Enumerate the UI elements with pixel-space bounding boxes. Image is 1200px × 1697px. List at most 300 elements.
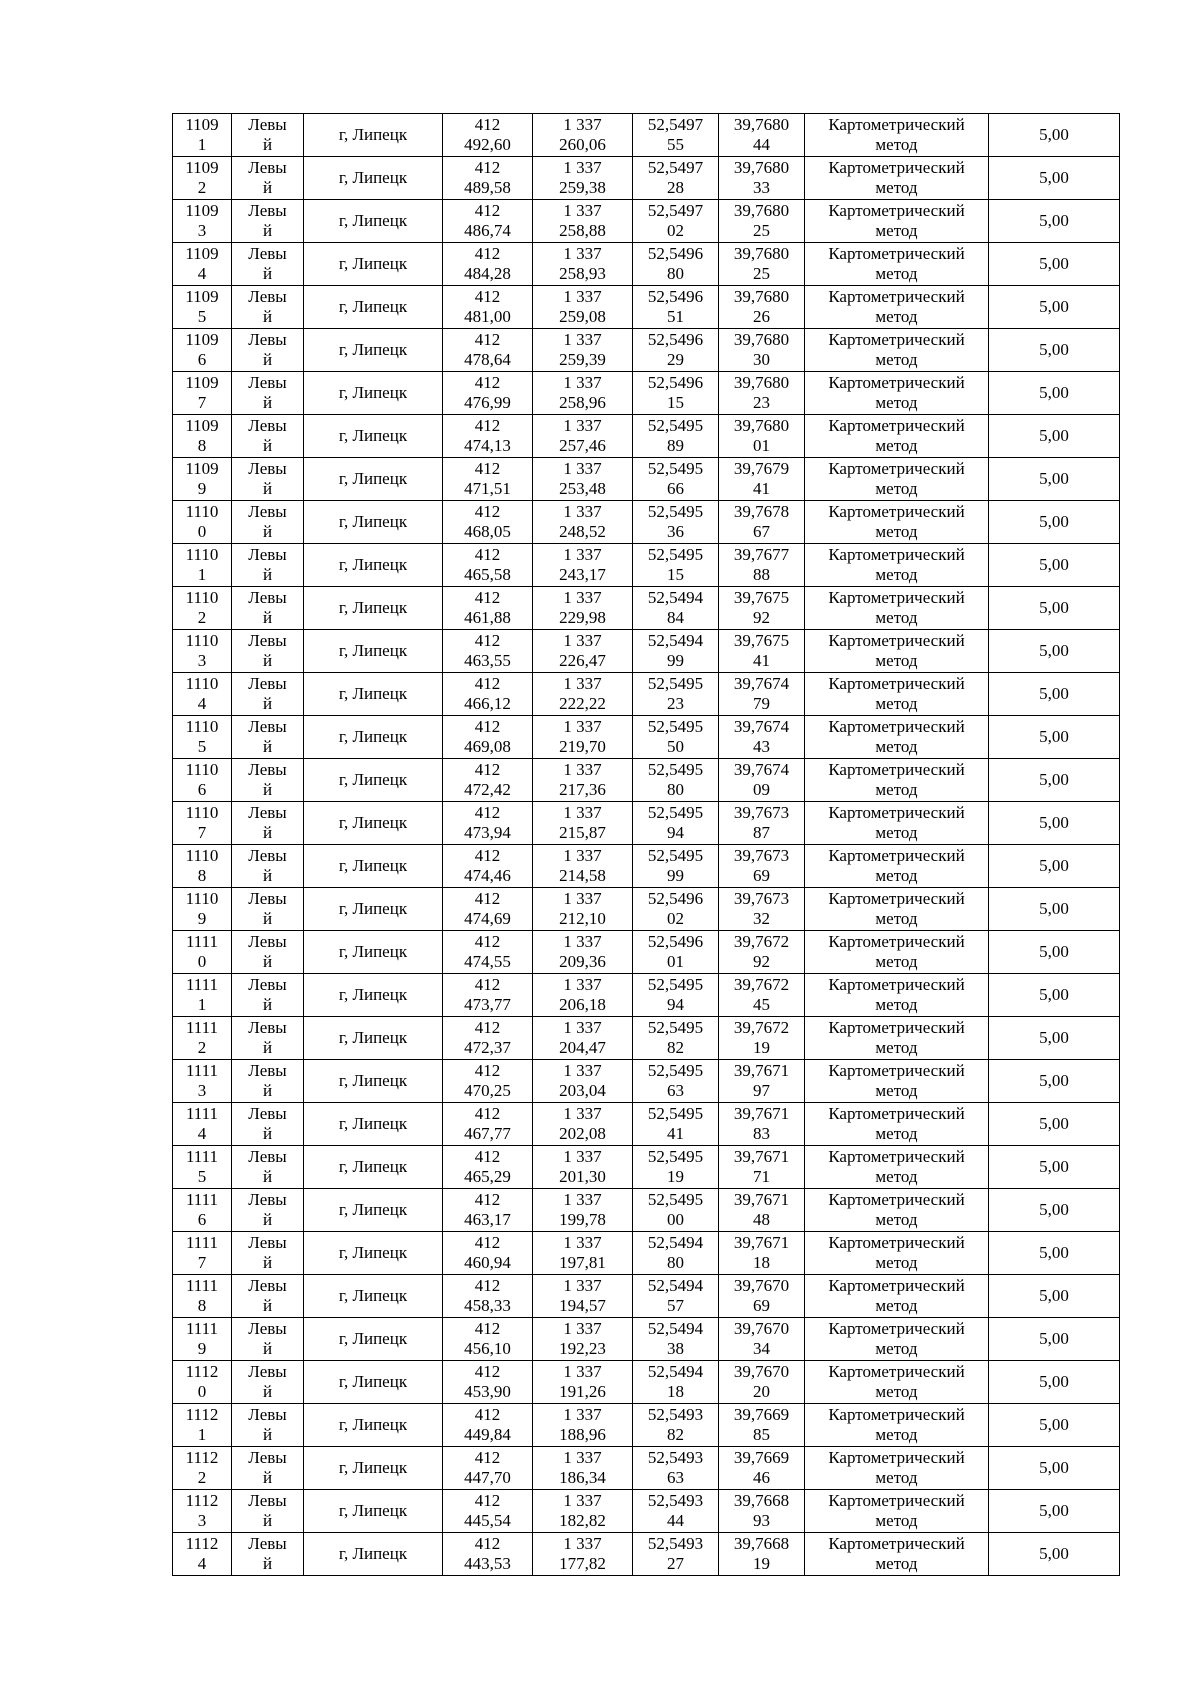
method-line-1: Картометрический bbox=[828, 631, 965, 650]
method-line-1: Картометрический bbox=[828, 1405, 965, 1424]
point-number-line-1: 1112 bbox=[185, 1534, 219, 1553]
side-cell bbox=[232, 1533, 304, 1576]
side-line-1: Левы bbox=[248, 889, 287, 908]
coordinate-y-cell bbox=[533, 1318, 633, 1361]
side-cell bbox=[232, 1404, 304, 1447]
coordinate-y-line-2: 222,22 bbox=[559, 694, 606, 713]
method-line-1: Картометрический bbox=[828, 1104, 965, 1123]
side-line-2: й bbox=[262, 1296, 273, 1315]
longitude-line-1: 39,7680 bbox=[733, 158, 790, 177]
coordinate-y-line-1: 1 337 bbox=[563, 674, 602, 693]
coordinate-y-cell bbox=[533, 1189, 633, 1232]
coordinate-x-line-1: 412 bbox=[474, 545, 501, 564]
side-line-2: й bbox=[262, 1081, 273, 1100]
coordinate-x-line-1: 412 bbox=[474, 1405, 501, 1424]
latitude-line-1: 52,5495 bbox=[647, 760, 704, 779]
point-number-cell bbox=[173, 157, 232, 200]
table-row bbox=[173, 544, 1120, 587]
coordinate-x-line-2: 445,54 bbox=[464, 1511, 511, 1530]
side-line-2: й bbox=[262, 479, 273, 498]
longitude-cell bbox=[719, 1060, 805, 1103]
coordinate-y-line-1: 1 337 bbox=[563, 932, 602, 951]
coordinate-y-line-1: 1 337 bbox=[563, 1491, 602, 1510]
latitude-line-1: 52,5494 bbox=[647, 1276, 704, 1295]
locality-cell: г, Липецк bbox=[304, 716, 443, 759]
side-line-2: й bbox=[262, 264, 273, 283]
latitude-line-2: 50 bbox=[667, 737, 684, 756]
accuracy-cell: 5,00 bbox=[989, 501, 1120, 544]
point-number-line-1: 1112 bbox=[185, 1405, 219, 1424]
latitude-line-1: 52,5495 bbox=[647, 416, 704, 435]
longitude-line-1: 39,7669 bbox=[733, 1448, 790, 1467]
latitude-line-2: 15 bbox=[667, 565, 684, 584]
longitude-line-2: 25 bbox=[753, 264, 770, 283]
table-row bbox=[173, 587, 1120, 630]
table-row bbox=[173, 286, 1120, 329]
side-line-2: й bbox=[262, 1253, 273, 1272]
side-cell bbox=[232, 372, 304, 415]
method-line-1: Картометрический bbox=[828, 416, 965, 435]
table-row bbox=[173, 1146, 1120, 1189]
method-line-2: метод bbox=[875, 307, 918, 326]
accuracy-cell: 5,00 bbox=[989, 1017, 1120, 1060]
coordinate-x-cell bbox=[443, 544, 533, 587]
coordinate-x-line-2: 473,94 bbox=[464, 823, 511, 842]
coordinate-x-line-1: 412 bbox=[474, 846, 501, 865]
coordinate-x-line-1: 412 bbox=[474, 717, 501, 736]
side-line-2: й bbox=[262, 1468, 273, 1487]
coordinate-y-line-1: 1 337 bbox=[563, 244, 602, 263]
accuracy-cell: 5,00 bbox=[989, 1189, 1120, 1232]
longitude-line-1: 39,7673 bbox=[733, 803, 790, 822]
method-line-1: Картометрический bbox=[828, 158, 965, 177]
side-line-2: й bbox=[262, 135, 273, 154]
longitude-cell bbox=[719, 1189, 805, 1232]
coordinate-y-cell bbox=[533, 802, 633, 845]
side-line-2: й bbox=[262, 694, 273, 713]
accuracy-cell: 5,00 bbox=[989, 1447, 1120, 1490]
method-line-1: Картометрический bbox=[828, 1276, 965, 1295]
side-line-1: Левы bbox=[248, 201, 287, 220]
latitude-line-2: 80 bbox=[667, 780, 684, 799]
coordinate-x-cell bbox=[443, 157, 533, 200]
longitude-line-2: 44 bbox=[753, 135, 770, 154]
coordinate-x-line-2: 474,55 bbox=[464, 952, 511, 971]
longitude-line-1: 39,7671 bbox=[733, 1233, 790, 1252]
longitude-line-2: 32 bbox=[753, 909, 770, 928]
method-line-2: метод bbox=[875, 1511, 918, 1530]
method-cell bbox=[805, 888, 989, 931]
point-number-line-2: 6 bbox=[197, 350, 207, 369]
longitude-line-2: 69 bbox=[753, 866, 770, 885]
point-number-cell bbox=[173, 329, 232, 372]
side-line-1: Левы bbox=[248, 1491, 287, 1510]
latitude-cell bbox=[633, 1017, 719, 1060]
longitude-line-2: 69 bbox=[753, 1296, 770, 1315]
point-number-cell bbox=[173, 243, 232, 286]
table-row bbox=[173, 1103, 1120, 1146]
coordinate-y-line-2: 253,48 bbox=[559, 479, 606, 498]
coordinate-y-cell bbox=[533, 587, 633, 630]
table-row bbox=[173, 630, 1120, 673]
coordinate-x-line-2: 458,33 bbox=[464, 1296, 511, 1315]
method-line-2: метод bbox=[875, 350, 918, 369]
longitude-line-2: 20 bbox=[753, 1382, 770, 1401]
method-cell bbox=[805, 1490, 989, 1533]
latitude-line-2: 44 bbox=[667, 1511, 684, 1530]
accuracy-cell: 5,00 bbox=[989, 372, 1120, 415]
longitude-cell bbox=[719, 501, 805, 544]
latitude-line-2: 89 bbox=[667, 436, 684, 455]
side-line-1: Левы bbox=[248, 846, 287, 865]
longitude-line-2: 30 bbox=[753, 350, 770, 369]
latitude-line-1: 52,5495 bbox=[647, 975, 704, 994]
accuracy-cell: 5,00 bbox=[989, 974, 1120, 1017]
point-number-line-2: 5 bbox=[197, 1167, 207, 1186]
table-row bbox=[173, 1060, 1120, 1103]
accuracy-cell: 5,00 bbox=[989, 1060, 1120, 1103]
side-line-1: Левы bbox=[248, 158, 287, 177]
point-number-line-1: 1111 bbox=[185, 1276, 219, 1295]
point-number-line-2: 1 bbox=[197, 135, 207, 154]
table-row bbox=[173, 716, 1120, 759]
method-line-1: Картометрический bbox=[828, 1319, 965, 1338]
method-line-1: Картометрический bbox=[828, 1491, 965, 1510]
latitude-cell bbox=[633, 974, 719, 1017]
latitude-line-2: 36 bbox=[667, 522, 684, 541]
point-number-line-1: 1112 bbox=[185, 1448, 219, 1467]
longitude-line-2: 83 bbox=[753, 1124, 770, 1143]
side-line-2: й bbox=[262, 1038, 273, 1057]
longitude-cell bbox=[719, 1017, 805, 1060]
coordinate-x-line-2: 443,53 bbox=[464, 1554, 511, 1573]
coordinate-y-cell bbox=[533, 1103, 633, 1146]
coordinate-x-cell bbox=[443, 587, 533, 630]
table-row bbox=[173, 1447, 1120, 1490]
method-cell bbox=[805, 1447, 989, 1490]
coordinate-y-cell bbox=[533, 974, 633, 1017]
table-row bbox=[173, 329, 1120, 372]
method-line-2: метод bbox=[875, 393, 918, 412]
side-line-1: Левы bbox=[248, 588, 287, 607]
coordinate-y-line-1: 1 337 bbox=[563, 287, 602, 306]
longitude-cell bbox=[719, 630, 805, 673]
longitude-line-2: 18 bbox=[753, 1253, 770, 1272]
longitude-line-2: 79 bbox=[753, 694, 770, 713]
method-line-1: Картометрический bbox=[828, 373, 965, 392]
side-line-1: Левы bbox=[248, 1276, 287, 1295]
latitude-line-1: 52,5493 bbox=[647, 1491, 704, 1510]
coordinate-x-line-2: 463,55 bbox=[464, 651, 511, 670]
coordinate-x-line-1: 412 bbox=[474, 889, 501, 908]
accuracy-cell: 5,00 bbox=[989, 1533, 1120, 1576]
point-number-line-2: 2 bbox=[197, 178, 207, 197]
longitude-line-2: 34 bbox=[753, 1339, 770, 1358]
latitude-line-2: 80 bbox=[667, 264, 684, 283]
coordinate-y-cell bbox=[533, 1146, 633, 1189]
latitude-line-2: 66 bbox=[667, 479, 684, 498]
latitude-line-1: 52,5496 bbox=[647, 889, 704, 908]
method-line-2: метод bbox=[875, 1038, 918, 1057]
coordinate-x-line-1: 412 bbox=[474, 459, 501, 478]
latitude-cell bbox=[633, 673, 719, 716]
longitude-line-1: 39,7674 bbox=[733, 760, 790, 779]
latitude-cell bbox=[633, 630, 719, 673]
side-line-2: й bbox=[262, 866, 273, 885]
coordinate-y-line-1: 1 337 bbox=[563, 330, 602, 349]
locality-cell: г, Липецк bbox=[304, 1318, 443, 1361]
side-line-1: Левы bbox=[248, 631, 287, 650]
latitude-line-1: 52,5497 bbox=[647, 115, 704, 134]
side-line-2: й bbox=[262, 780, 273, 799]
method-line-2: метод bbox=[875, 1382, 918, 1401]
method-line-2: метод bbox=[875, 178, 918, 197]
locality-cell: г, Липецк bbox=[304, 372, 443, 415]
latitude-cell bbox=[633, 1146, 719, 1189]
method-cell bbox=[805, 759, 989, 802]
coordinate-y-cell bbox=[533, 200, 633, 243]
longitude-cell bbox=[719, 759, 805, 802]
coordinate-y-line-1: 1 337 bbox=[563, 1147, 602, 1166]
side-line-1: Левы bbox=[248, 1233, 287, 1252]
longitude-line-1: 39,7680 bbox=[733, 416, 790, 435]
coordinate-y-cell bbox=[533, 845, 633, 888]
latitude-cell bbox=[633, 200, 719, 243]
coordinate-y-line-2: 194,57 bbox=[559, 1296, 606, 1315]
side-line-1: Левы bbox=[248, 1405, 287, 1424]
side-cell bbox=[232, 1361, 304, 1404]
coordinate-y-cell bbox=[533, 1447, 633, 1490]
longitude-cell bbox=[719, 1275, 805, 1318]
latitude-cell bbox=[633, 114, 719, 157]
coordinate-y-line-2: 204,47 bbox=[559, 1038, 606, 1057]
coordinate-y-line-1: 1 337 bbox=[563, 588, 602, 607]
locality-cell: г, Липецк bbox=[304, 458, 443, 501]
point-number-cell bbox=[173, 200, 232, 243]
table-row bbox=[173, 200, 1120, 243]
locality-cell: г, Липецк bbox=[304, 1447, 443, 1490]
method-cell bbox=[805, 931, 989, 974]
side-cell bbox=[232, 802, 304, 845]
coordinate-x-cell bbox=[443, 1361, 533, 1404]
latitude-line-2: 28 bbox=[667, 178, 684, 197]
longitude-line-1: 39,7674 bbox=[733, 717, 790, 736]
latitude-line-2: 80 bbox=[667, 1253, 684, 1272]
method-line-2: метод bbox=[875, 995, 918, 1014]
longitude-cell bbox=[719, 1103, 805, 1146]
coordinate-x-line-1: 412 bbox=[474, 502, 501, 521]
table-row bbox=[173, 458, 1120, 501]
side-cell bbox=[232, 200, 304, 243]
coordinate-x-line-2: 468,05 bbox=[464, 522, 511, 541]
coordinate-y-line-1: 1 337 bbox=[563, 1104, 602, 1123]
table-row bbox=[173, 974, 1120, 1017]
coordinate-x-line-1: 412 bbox=[474, 760, 501, 779]
longitude-line-2: 92 bbox=[753, 952, 770, 971]
coordinate-x-line-2: 489,58 bbox=[464, 178, 511, 197]
locality-cell: г, Липецк bbox=[304, 888, 443, 931]
coordinate-y-line-2: 243,17 bbox=[559, 565, 606, 584]
coordinate-y-line-2: 258,96 bbox=[559, 393, 606, 412]
locality-cell: г, Липецк bbox=[304, 673, 443, 716]
coordinate-x-line-1: 412 bbox=[474, 1534, 501, 1553]
latitude-cell bbox=[633, 1275, 719, 1318]
method-cell bbox=[805, 1189, 989, 1232]
accuracy-cell: 5,00 bbox=[989, 415, 1120, 458]
longitude-line-2: 41 bbox=[753, 651, 770, 670]
side-cell bbox=[232, 544, 304, 587]
latitude-cell bbox=[633, 1103, 719, 1146]
point-number-line-2: 1 bbox=[197, 565, 207, 584]
side-line-1: Левы bbox=[248, 932, 287, 951]
method-cell bbox=[805, 1060, 989, 1103]
latitude-cell bbox=[633, 931, 719, 974]
longitude-line-2: 33 bbox=[753, 178, 770, 197]
point-number-cell bbox=[173, 1232, 232, 1275]
point-number-line-1: 1109 bbox=[185, 330, 219, 349]
longitude-line-2: 85 bbox=[753, 1425, 770, 1444]
locality-cell: г, Липецк bbox=[304, 1275, 443, 1318]
point-number-cell bbox=[173, 286, 232, 329]
method-cell bbox=[805, 673, 989, 716]
point-number-line-1: 1109 bbox=[185, 287, 219, 306]
latitude-line-1: 52,5493 bbox=[647, 1448, 704, 1467]
coordinate-y-line-2: 214,58 bbox=[559, 866, 606, 885]
coordinate-y-line-2: 192,23 bbox=[559, 1339, 606, 1358]
method-cell bbox=[805, 1146, 989, 1189]
table-row bbox=[173, 501, 1120, 544]
method-cell bbox=[805, 415, 989, 458]
accuracy-cell: 5,00 bbox=[989, 286, 1120, 329]
coordinate-x-cell bbox=[443, 501, 533, 544]
point-number-line-1: 1111 bbox=[185, 1147, 219, 1166]
latitude-line-1: 52,5494 bbox=[647, 588, 704, 607]
side-cell bbox=[232, 1275, 304, 1318]
coordinate-x-cell bbox=[443, 200, 533, 243]
accuracy-cell: 5,00 bbox=[989, 1103, 1120, 1146]
locality-cell: г, Липецк bbox=[304, 931, 443, 974]
longitude-cell bbox=[719, 1361, 805, 1404]
latitude-line-1: 52,5493 bbox=[647, 1405, 704, 1424]
coordinate-x-line-1: 412 bbox=[474, 975, 501, 994]
coordinate-y-cell bbox=[533, 157, 633, 200]
latitude-line-1: 52,5496 bbox=[647, 244, 704, 263]
longitude-line-1: 39,7671 bbox=[733, 1061, 790, 1080]
method-line-2: метод bbox=[875, 1339, 918, 1358]
side-line-2: й bbox=[262, 1210, 273, 1229]
point-number-line-2: 2 bbox=[197, 1468, 207, 1487]
latitude-line-2: 15 bbox=[667, 393, 684, 412]
longitude-line-1: 39,7670 bbox=[733, 1319, 790, 1338]
latitude-cell bbox=[633, 243, 719, 286]
coordinate-x-line-1: 412 bbox=[474, 1104, 501, 1123]
coordinate-y-line-1: 1 337 bbox=[563, 631, 602, 650]
method-line-2: метод bbox=[875, 1167, 918, 1186]
longitude-line-1: 39,7669 bbox=[733, 1405, 790, 1424]
locality-cell: г, Липецк bbox=[304, 974, 443, 1017]
side-cell bbox=[232, 458, 304, 501]
longitude-cell bbox=[719, 329, 805, 372]
latitude-line-1: 52,5495 bbox=[647, 459, 704, 478]
table-row bbox=[173, 1318, 1120, 1361]
latitude-line-1: 52,5496 bbox=[647, 373, 704, 392]
coordinate-y-line-2: 215,87 bbox=[559, 823, 606, 842]
coordinate-y-line-1: 1 337 bbox=[563, 1319, 602, 1338]
latitude-line-2: 23 bbox=[667, 694, 684, 713]
coordinate-x-line-1: 412 bbox=[474, 674, 501, 693]
point-number-cell bbox=[173, 1533, 232, 1576]
coordinate-y-line-1: 1 337 bbox=[563, 760, 602, 779]
coordinate-y-cell bbox=[533, 630, 633, 673]
table-row bbox=[173, 845, 1120, 888]
coordinate-x-line-1: 412 bbox=[474, 287, 501, 306]
coordinate-x-line-2: 460,94 bbox=[464, 1253, 511, 1272]
side-line-2: й bbox=[262, 221, 273, 240]
latitude-line-2: 84 bbox=[667, 608, 684, 627]
longitude-line-2: 19 bbox=[753, 1554, 770, 1573]
method-line-1: Картометрический bbox=[828, 760, 965, 779]
point-number-line-1: 1111 bbox=[185, 1018, 219, 1037]
longitude-line-2: 45 bbox=[753, 995, 770, 1014]
coordinate-y-line-1: 1 337 bbox=[563, 201, 602, 220]
coordinate-x-line-1: 412 bbox=[474, 803, 501, 822]
accuracy-cell: 5,00 bbox=[989, 114, 1120, 157]
accuracy-cell: 5,00 bbox=[989, 1490, 1120, 1533]
coordinate-y-line-1: 1 337 bbox=[563, 1405, 602, 1424]
longitude-cell bbox=[719, 587, 805, 630]
method-cell bbox=[805, 1275, 989, 1318]
coordinate-y-cell bbox=[533, 1232, 633, 1275]
point-number-line-1: 1109 bbox=[185, 115, 219, 134]
table-row bbox=[173, 1361, 1120, 1404]
method-line-1: Картометрический bbox=[828, 1362, 965, 1381]
latitude-cell bbox=[633, 372, 719, 415]
point-number-cell bbox=[173, 974, 232, 1017]
coordinate-x-line-2: 470,25 bbox=[464, 1081, 511, 1100]
longitude-cell bbox=[719, 673, 805, 716]
point-number-line-2: 1 bbox=[197, 1425, 207, 1444]
coordinate-y-line-1: 1 337 bbox=[563, 1061, 602, 1080]
coordinate-y-line-2: 219,70 bbox=[559, 737, 606, 756]
longitude-line-1: 39,7671 bbox=[733, 1104, 790, 1123]
coordinate-y-line-2: 260,06 bbox=[559, 135, 606, 154]
point-number-line-2: 3 bbox=[197, 221, 207, 240]
coordinate-y-line-1: 1 337 bbox=[563, 373, 602, 392]
coordinate-y-line-1: 1 337 bbox=[563, 416, 602, 435]
method-line-1: Картометрический bbox=[828, 889, 965, 908]
coordinate-x-cell bbox=[443, 630, 533, 673]
side-line-2: й bbox=[262, 350, 273, 369]
side-cell bbox=[232, 888, 304, 931]
side-line-1: Левы bbox=[248, 803, 287, 822]
method-cell bbox=[805, 1404, 989, 1447]
method-line-1: Картометрический bbox=[828, 459, 965, 478]
latitude-line-1: 52,5495 bbox=[647, 1018, 704, 1037]
side-line-2: й bbox=[262, 1511, 273, 1530]
latitude-line-1: 52,5495 bbox=[647, 717, 704, 736]
coordinate-y-line-1: 1 337 bbox=[563, 1018, 602, 1037]
coordinate-y-cell bbox=[533, 329, 633, 372]
longitude-cell bbox=[719, 888, 805, 931]
longitude-line-1: 39,7680 bbox=[733, 244, 790, 263]
latitude-cell bbox=[633, 286, 719, 329]
coordinate-x-line-1: 412 bbox=[474, 330, 501, 349]
latitude-line-2: 57 bbox=[667, 1296, 684, 1315]
point-number-line-1: 1109 bbox=[185, 244, 219, 263]
latitude-line-2: 94 bbox=[667, 823, 684, 842]
latitude-cell bbox=[633, 1318, 719, 1361]
method-line-1: Картометрический bbox=[828, 201, 965, 220]
